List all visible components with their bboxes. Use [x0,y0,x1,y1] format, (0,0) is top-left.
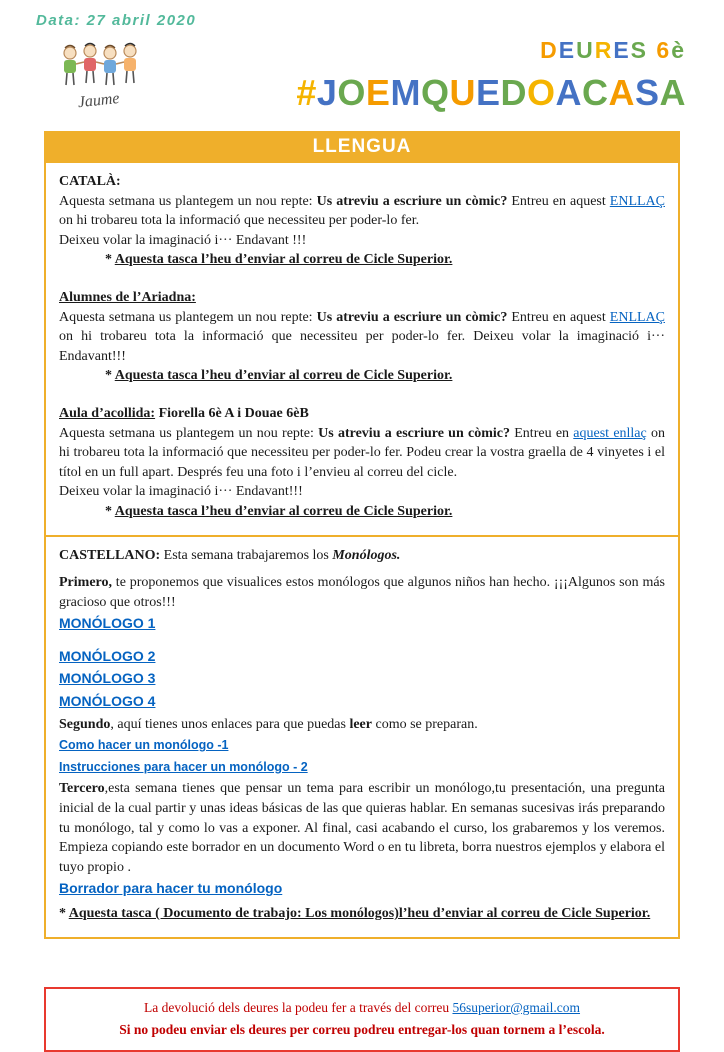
monologo-1-link[interactable]: MONÓLOGO 1 [59,615,156,632]
llengua-box [44,131,680,939]
footer-line-1: La devolució dels deures la podeu fer a través del correu 56superior@gmail.com [143,999,581,1015]
borrador-monologo-link[interactable]: Borrador para hacer tu monólogo [59,880,283,897]
acollida-line: Deixeu volar la imaginació i··· Endavant!!! [59,484,303,500]
castellano-tercero: Tercero,esta semana tienes que pensar un tema para escribir un monólogo,tu presentación, una pregunta inicial de la cual partir y unas ideas básicas de las que quieras hablar. En semanas sucesivas irás preparando tu monólogo, tal y como lo vas a exponer. Al final, casi acabando el curso, los grabaremos y los veremos. Empieza copiando este borrador en un documento Word o en tu libreta, borra nuestros ejemplos y elabora el tuyo propio . [59,781,665,875]
acollida-task: * Aquesta tasca l’heu d’enviar al correu de Cicle Superior. [105,503,453,519]
page-title: DEURES 6è [540,37,686,63]
monologo-link-row [59,692,665,713]
howto-link-row [59,736,665,756]
catala-task: * Aquesta tasca l’heu d’enviar al correu de Cicle Superior. [105,252,453,268]
instrucciones-monologo-link[interactable]: Instrucciones para hacer un monólogo - 2 [59,759,308,774]
date-label: Data: 27 abril 2020 [36,12,197,29]
catala-heading: CATALÀ: [59,174,121,189]
inline-link[interactable]: aquest enllaç [573,425,647,441]
acollida-paragraph: Aquesta setmana us plantegem un nou repte: Us atreviu a escriure un còmic? Entreu en aquest enllaç on hi trobareu tota la informació que necessiteu per poder-lo fer. Podeu crear la vostra graella de 4 vinyetes i el títol en un full apart. Després feu una foto i l’envieu al correu del cicle. [59,425,666,480]
children-drawing-icon [50,33,150,117]
ariadna-heading: Alumnes de l’Ariadna: [59,289,196,305]
castellano-segundo: Segundo, aquí tienes unos enlaces para que puedas leer como se preparan. [59,716,478,732]
castellano-heading: CASTELLANO: Esta semana trabajaremos los Monólogos. [59,547,401,563]
catala-line: Deixeu volar la imaginació i··· Endavant !!! [59,232,307,248]
ariadna-paragraph: Aquesta setmana us plantegem un nou repte: Us atreviu a escriure un còmic? Entreu en aquest ENLLAÇ on hi trobareu tota la informació que necessiteu per poder-lo fer. Deixeu volar la imaginació i··· Endavant!!! [59,309,665,364]
page-header [0,29,724,117]
como-hacer-monologo-link[interactable]: Como hacer un monólogo -1 [59,738,229,753]
hashtag-title: #JOEMQUEDOACASA [296,72,686,113]
logo-text: Jaume [76,89,121,112]
monologo-4-link[interactable]: MONÓLOGO 4 [59,693,156,710]
spacer [59,637,665,645]
inline-link[interactable]: ENLLAÇ [609,309,665,325]
monologo-link-row [59,614,665,635]
monologo-3-link[interactable]: MONÓLOGO 3 [59,670,156,687]
title-block [296,37,686,114]
monologo-link-row [59,669,665,690]
school-logo [50,33,150,117]
acollida-heading: Aula d’acollida: Fiorella 6è A i Douae 6èB [59,405,309,421]
castellano-task: * Aquesta tasca ( Documento de trabajo: Los monólogos)l’heu d’enviar al correu de Cicle Superior. [59,906,651,921]
spacer [59,270,665,288]
castellano-primero: Primero, te proponemos que visualices estos monólogos que algunos niños han hecho. ¡¡¡Algunos son más gracioso que otros!!! [59,575,665,610]
castellano-section [46,535,678,937]
monologo-link-row [59,647,665,668]
borrador-link-row [59,879,665,900]
monologo-2-link[interactable]: MONÓLOGO 2 [59,647,156,664]
llengua-band-title: LLENGUA [46,133,678,163]
inline-link[interactable]: 56superior@gmail.com [452,999,581,1015]
spacer [59,386,665,404]
inline-link[interactable]: ENLLAÇ [609,193,665,209]
howto-link-row [59,758,665,778]
ariadna-task: * Aquesta tasca l’heu d’enviar al correu de Cicle Superior. [105,368,453,384]
catalan-section [46,163,678,535]
footer-note [44,987,680,1052]
catala-paragraph: Aquesta setmana us plantegem un nou repte: Us atreviu a escriure un còmic? Entreu en aquest ENLLAÇ on hi trobareu tota la informació que necessiteu per poder-lo fer. [59,193,665,229]
footer-line-2: Si no podeu enviar els deures per correu podreu entregar-los quan tornem a l’escola. [119,1021,605,1037]
